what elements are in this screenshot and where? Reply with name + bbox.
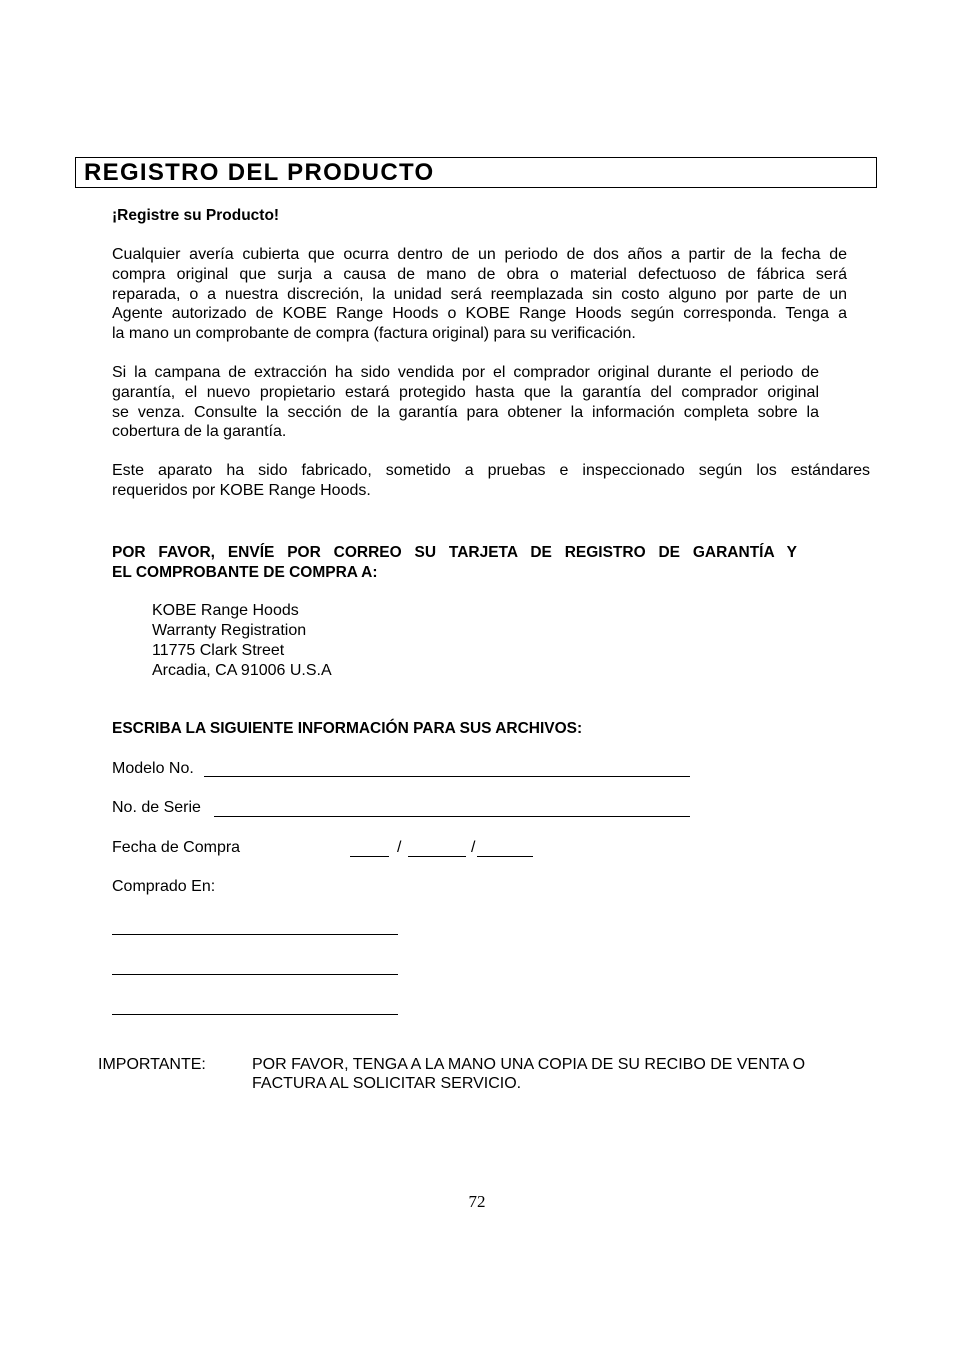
paragraph-line: requeridos por KOBE Range Hoods. bbox=[112, 481, 371, 499]
paragraph-line: se venza. Consulte la sección de la garantía para obtener la información completa sobre la bbox=[112, 403, 819, 421]
purchased-at-label: Comprado En: bbox=[112, 878, 216, 895]
records-heading: ESCRIBA LA SIGUIENTE INFORMACIÓN PARA SUS ARCHIVOS: bbox=[112, 720, 583, 737]
date-year-blank[interactable] bbox=[477, 856, 533, 857]
purchased-at-blank-line[interactable] bbox=[112, 974, 398, 975]
address-line: 11775 Clark Street bbox=[152, 642, 285, 659]
mail-heading-line: EL COMPROBANTE DE COMPRA A: bbox=[112, 563, 378, 581]
important-line: FACTURA AL SOLICITAR SERVICIO. bbox=[252, 1075, 522, 1092]
subtitle: ¡Registre su Producto! bbox=[112, 207, 280, 224]
important-line: POR FAVOR, TENGA A LA MANO UNA COPIA DE SU RECIBO DE VENTA O bbox=[252, 1056, 806, 1073]
address-line: KOBE Range Hoods bbox=[152, 602, 299, 619]
title-box bbox=[75, 157, 877, 188]
serial-blank-line[interactable] bbox=[214, 816, 690, 817]
paragraph-line: Agente autorizado de KOBE Range Hoods o KOBE Range Hoods según corresponda. Tenga a bbox=[112, 305, 847, 323]
address-line: Warranty Registration bbox=[152, 622, 307, 639]
date-separator: / bbox=[471, 839, 476, 856]
mail-heading bbox=[112, 543, 797, 583]
paragraph-line: cobertura de la garantía. bbox=[112, 423, 287, 441]
paragraph-line: Si la campana de extracción ha sido vendida por el comprador original durante el periodo de bbox=[112, 364, 819, 381]
date-month-blank[interactable] bbox=[350, 856, 389, 857]
date-day-blank[interactable] bbox=[408, 856, 466, 857]
page-number: 72 bbox=[468, 1192, 486, 1211]
paragraph-line: la mano un comprobante de compra (factura original) para su verificación. bbox=[112, 325, 636, 343]
purchased-at-blank-line[interactable] bbox=[112, 1014, 398, 1015]
purchased-at-blank-line[interactable] bbox=[112, 934, 398, 935]
paragraph-line: reparada, o a nuestra discreción, la unidad será reemplazada sin costo alguno por parte de un bbox=[112, 285, 847, 303]
model-blank-line[interactable] bbox=[204, 776, 690, 777]
paragraph-line: compra original que surja a causa de mano de obra o material defectuoso de fábrica será bbox=[112, 265, 847, 283]
paragraph-line: Este aparato ha sido fabricado, sometido a pruebas e inspeccionado según los estándares bbox=[112, 462, 870, 479]
page-title: REGISTRO DEL PRODUCTO bbox=[84, 159, 435, 186]
serial-label: No. de Serie bbox=[112, 799, 201, 816]
address-line: Arcadia, CA 91006 U.S.A bbox=[152, 662, 332, 679]
date-separator: / bbox=[397, 839, 402, 856]
mail-heading-line: POR FAVOR, ENVÍE POR CORREO SU TARJETA DE REGISTRO DE GARANTÍA Y bbox=[112, 544, 797, 561]
paragraph-manufacturing bbox=[112, 461, 870, 501]
important-label: IMPORTANTE: bbox=[98, 1056, 206, 1073]
purchase-date-label: Fecha de Compra bbox=[112, 839, 241, 856]
paragraph-warranty-transfer bbox=[112, 363, 819, 442]
paragraph-warranty-coverage bbox=[112, 245, 847, 344]
paragraph-line: garantía, el nuevo propietario estará protegido hasta que la garantía del comprador original bbox=[112, 383, 819, 401]
model-label: Modelo No. bbox=[112, 760, 194, 777]
paragraph-line: Cualquier avería cubierta que ocurra dentro de un periodo de dos años a partir de la fecha de bbox=[112, 246, 847, 263]
